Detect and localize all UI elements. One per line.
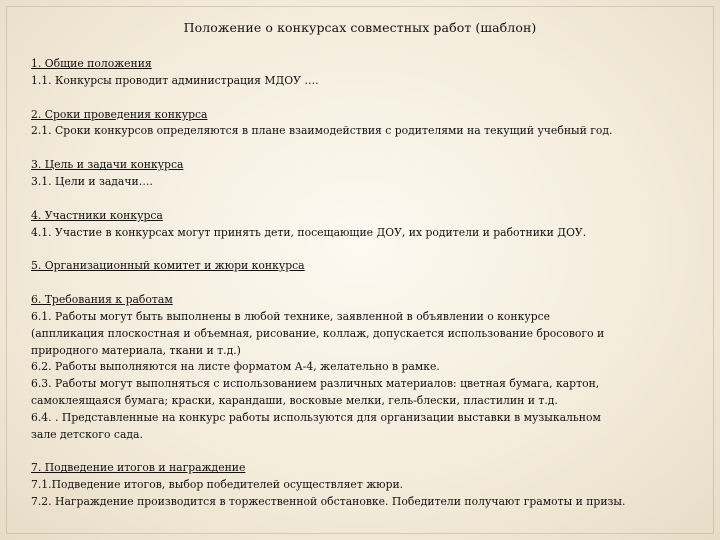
section-committee — [31, 258, 691, 275]
section-line: 3.1. Цели и задачи…. — [31, 174, 153, 188]
section-participants — [31, 208, 691, 242]
section-heading: 4. Участники конкурса — [31, 208, 163, 222]
section-goals — [31, 157, 691, 191]
document-body — [31, 56, 691, 528]
section-requirements — [31, 292, 691, 443]
section-line: 2.1. Сроки конкурсов определяются в плане взаимодействия с родителями на текущий учебный год. — [31, 124, 613, 138]
section-heading: 3. Цель и задачи конкурса — [31, 158, 184, 172]
section-line: 1.1. Конкурсы проводит администрация МДОУ …. — [31, 73, 319, 87]
section-heading: 7. Подведение итогов и награждение — [31, 461, 246, 475]
section-heading: 6. Требования к работам — [31, 293, 173, 307]
section-line: 6.1. Работы могут быть выполнены в любой технике, заявленной в объявлении о конкурсе — [31, 309, 551, 323]
section-line: 6.3. Работы могут выполняться с использованием различных материалов: цветная бумага, картон, — [31, 377, 600, 391]
section-line: 6.4. . Представленные на конкурс работы используются для организации выставки в музыкальном — [31, 410, 601, 424]
section-line: самоклеящаяся бумага; краски, карандаши, восковые мелки, гель-блески, пластилин и т.д. — [31, 393, 558, 407]
section-line: 7.1.Подведение итогов, выбор победителей осуществляет жюри. — [31, 478, 404, 492]
section-timing — [31, 107, 691, 141]
section-heading: 2. Сроки проведения конкурса — [31, 107, 208, 121]
section-line: зале детского сада. — [31, 427, 143, 441]
document-title: Положение о конкурсах совместных работ (шаблон) — [183, 20, 537, 35]
section-line: природного материала, ткани и т.д.) — [31, 343, 241, 357]
section-heading: 5. Организационный комитет и жюри конкурса — [31, 259, 305, 273]
section-line: (аппликация плоскостная и объемная, рисование, коллаж, допускается использование бросового и — [31, 326, 605, 340]
section-results — [31, 460, 691, 510]
section-line: 4.1. Участие в конкурсах могут принять дети, посещающие ДОУ, их родители и работники ДОУ. — [31, 225, 587, 239]
section-heading: 1. Общие положения — [31, 57, 152, 70]
section-general — [31, 56, 691, 90]
section-line: 7.2. Награждение производится в торжественной обстановке. Победители получают грамоты и призы. — [31, 494, 626, 508]
section-line: 6.2. Работы выполняются на листе форматом А-4, желательно в рамке. — [31, 360, 440, 374]
